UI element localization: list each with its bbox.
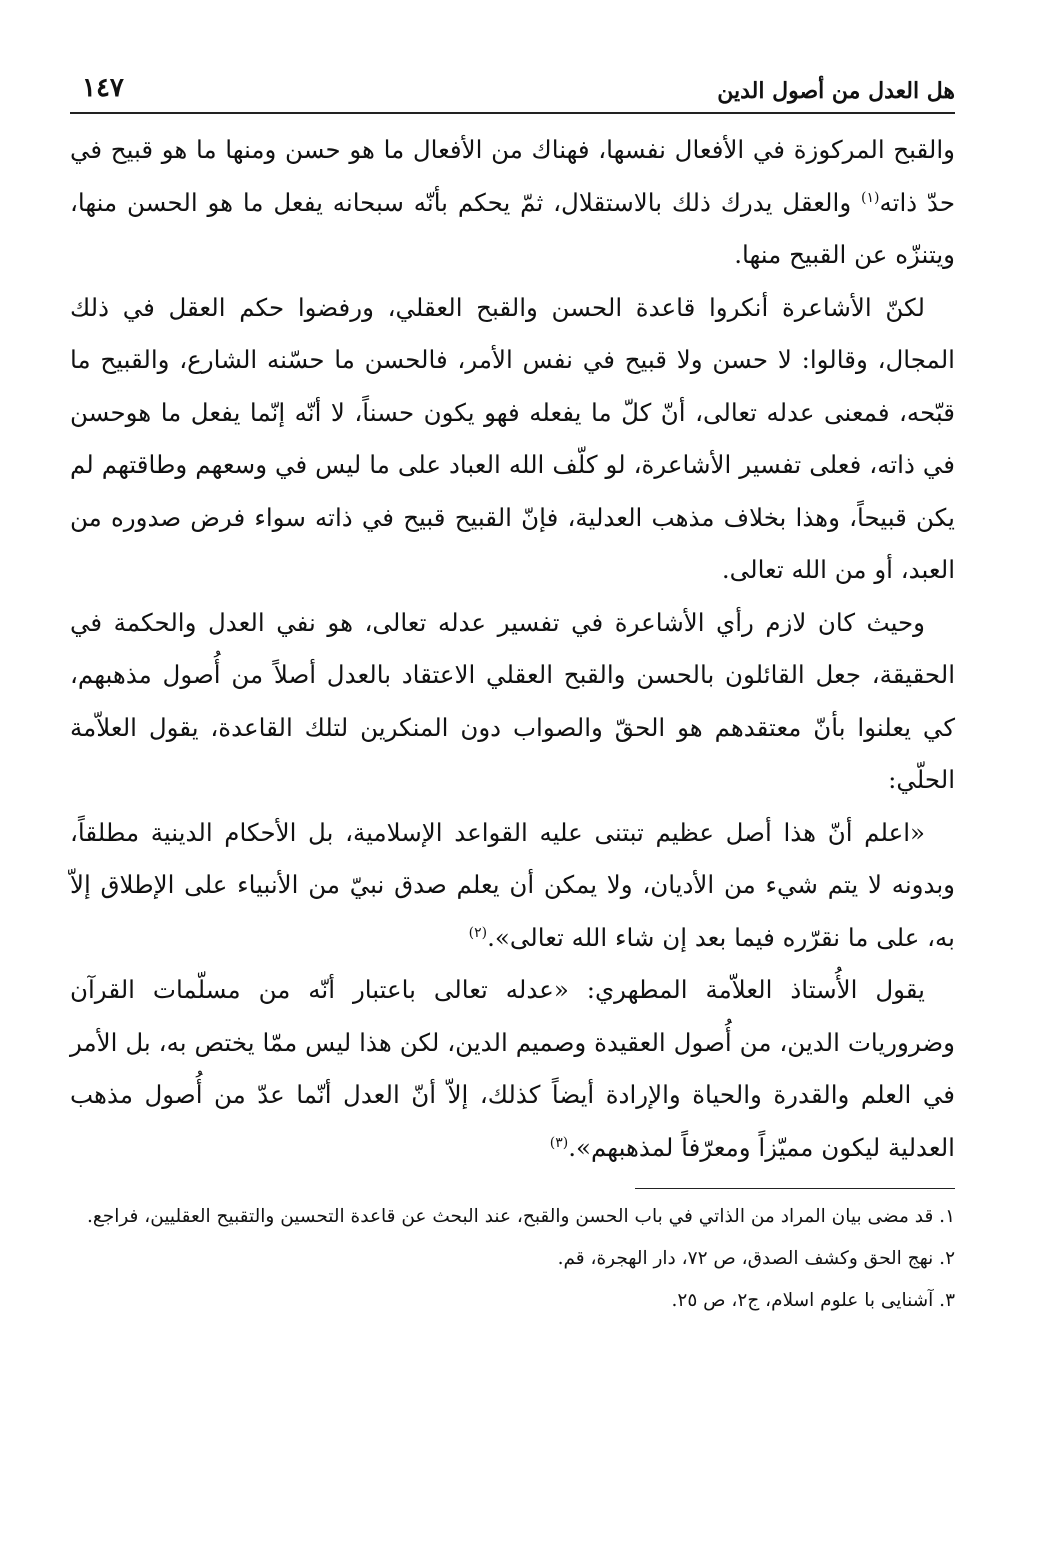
footnote-divider <box>635 1188 955 1189</box>
footnote-ref-2: (٢) <box>468 924 488 941</box>
running-header <box>70 60 955 114</box>
paragraph-5-text: يقول الأُستاذ العلاّمة المطهري: «عدله تعالى باعتبار أنّه من مسلّمات القرآن وضروريات الدين، من أُصول العقيدة وصميم الدين، لكن هذا ليس ممّا يختص به، بل الأمر في العلم والقدرة والحياة والإرادة أيضاً كذلك، إلاّ أنّ العدل أنّما عدّ من أُصول مذهب العدلية ليكون مميّزاً ومعرّفاً لمذهبهم». <box>70 975 955 1162</box>
quote-allama-hilli <box>70 807 955 965</box>
footnotes <box>70 1199 955 1319</box>
footnote-ref-1: (١) <box>861 189 880 206</box>
chapter-title: هل العدل من أصول الدين <box>717 77 955 104</box>
paragraph-2: لكنّ الأشاعرة أنكروا قاعدة الحسن والقبح العقلي، ورفضوا حكم العقل في ذلك المجال، وقالوا: لا حسن ولا قبيح في نفس الأمر، فالحسن ما حسّنه الشارع، والقبيح ما قبّحه، فمعنى عدله تعالى، أنّ كلّ ما يفعله فهو يكون حسناً، لا أنّه إنّما يفعل ما هوحسن في ذاته، فعلى تفسير الأشاعرة، لو كلّف الله العباد على ما ليس في وسعهم وطاقتهم لم يكن قبيحاً، وهذا بخلاف مذهب العدلية، فإنّ القبيح قبيح في ذاته سواء فرض صدوره من العبد، أو من الله تعالى. <box>70 292 955 584</box>
paragraph-1 <box>70 124 955 282</box>
body-text <box>70 124 955 1174</box>
footnote-2: ٢. نهج الحق وكشف الصدق، ص ٧٢، دار الهجرة، قم. <box>557 1248 955 1269</box>
paragraph-1-text-a: والقبح المركوزة في الأفعال نفسها، فهناك من الأفعال ما هو حسن ومنها ما هو قبيح في حدّ ذاته <box>70 135 956 217</box>
book-page <box>70 60 955 1325</box>
footnote-1: ١. قد مضى بيان المراد من الذاتي في باب الحسن والقبح، عند البحث عن قاعدة التحسين والتقبيح العقليين، فراجع. <box>87 1206 955 1227</box>
quote-text: «اعلم أنّ هذا أصل عظيم تبتنى عليه القواعد الإسلامية، بل الأحكام الدينية مطلقاً، وبدونه لا يتم شيء من الأديان، ولا يمكن أن يعلم صدق نبيّ من الأنبياء على الإطلاق إلاّ به، على ما نقرّره فيما بعد إن شاء الله تعالى». <box>70 817 955 952</box>
paragraph-1-text-b: والعقل يدرك ذلك بالاستقلال، ثمّ يحكم بأنّه سبحانه يفعل ما هو الحسن منها، ويتنزّه عن القبيح منها. <box>70 187 955 269</box>
footnote-3: ٣. آشنايى با علوم اسلام، ج٢، ص ٢٥. <box>671 1290 955 1311</box>
paragraph-5 <box>70 964 955 1174</box>
page-number: ١٤٧ <box>82 72 124 103</box>
footnote-ref-3: (٣) <box>549 1134 569 1151</box>
paragraph-3: وحيث كان لازم رأي الأشاعرة في تفسير عدله تعالى، هو نفي العدل والحكمة في الحقيقة، جعل القائلون بالحسن والقبح العقلي الاعتقاد بالعدل أصلاً من أُصول مذهبهم، كي يعلنوا بأنّ معتقدهم هو الحقّ والصواب دون المنكرين لتلك القاعدة، يقول العلاّمة الحلّي: <box>70 607 955 794</box>
